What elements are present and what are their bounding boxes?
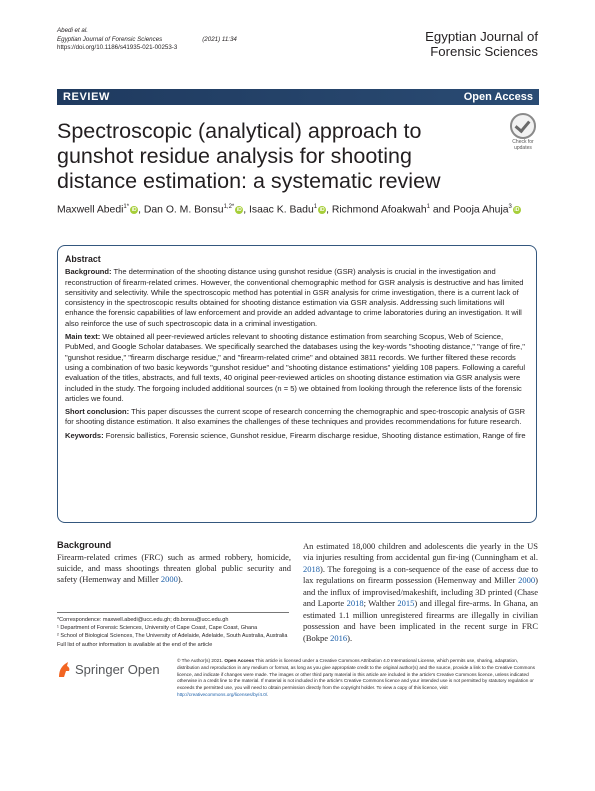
author-affiliation: 1,2*	[223, 204, 235, 210]
footnotes	[57, 616, 291, 649]
author-affiliation: 1	[313, 204, 318, 210]
author-name[interactable]: Maxwell Abedi	[57, 204, 124, 216]
author-separator: ,	[138, 204, 144, 216]
abstract-main-text	[65, 332, 529, 404]
license-oa-label: Open Access	[224, 658, 254, 663]
journal-name-line1: Egyptian Journal of	[425, 29, 538, 44]
abstract-background	[65, 267, 529, 329]
background-label: Background:	[65, 267, 112, 277]
open-access-label: Open Access	[463, 91, 533, 103]
publisher-name-open: Open	[127, 662, 160, 677]
body-right-column	[303, 541, 538, 644]
author-separator: ,	[326, 204, 332, 216]
article-title: Spectroscopic (analytical) approach to gunshot residue analysis for shooting distance estimation: a systematic review	[57, 119, 441, 193]
copyright-text: © The Author(s) 2021.	[177, 658, 224, 663]
orcid-icon[interactable]: iD	[236, 207, 242, 214]
author-separator: ,	[243, 204, 250, 216]
section-heading-background: Background	[57, 540, 112, 550]
correspondence-note: *Correspondence: maxwell.abedi@ucc.edu.gh; db.bonsu@ucc.edu.gh	[57, 617, 229, 623]
paragraph-text: ). The foregoing is a con-sequence of the ease of access due to lax regulations on firearm possession (Hemenway and Miller	[303, 563, 538, 586]
paragraph-text: An estimated 18,000 children and adolescents die yearly in the US via injuries resulting from accidental gun fir-ing (Cunningham et al.	[303, 541, 538, 563]
author-affiliation: 1*	[123, 204, 130, 210]
journal-name	[425, 29, 538, 59]
author-info-note: Full list of author information is available at the end of the article	[57, 641, 213, 648]
springer-horse-icon	[57, 661, 71, 679]
running-header	[57, 27, 237, 53]
short-conclusion-label: Short conclusion:	[65, 407, 130, 417]
abstract-heading: Abstract	[65, 254, 101, 264]
header-authors: Abedi et al.	[57, 27, 88, 34]
paragraph-text: ; Walther	[363, 598, 398, 609]
paragraph-text: ) and illegal fire-arms. In Ghana, an estimated 1.1 million unregistered firearms are illegally in civilian possession and have been implicated in the recent surge in FRC (Bokpe	[303, 598, 539, 643]
check-mark-icon	[510, 113, 536, 139]
citation-link[interactable]: 2018	[303, 563, 320, 574]
orcid-icon[interactable]: iD	[514, 207, 520, 214]
license-link[interactable]: http://creativecommons.org/licenses/by/4.0/	[177, 691, 268, 697]
main-text-label: Main text:	[65, 332, 101, 342]
paragraph-text: ) and the influx of improvised/makeshift, including 3D printed (Chase and Laporte	[303, 575, 538, 609]
main-text-body: We obtained all peer-reviewed articles relevant to shooting distance estimation from searching Scopus, Web of Science, PubMed, and Google Scholar databases. We specifically searched the databases using the key-words "shooting distance," "range of fire," "gunshot residue," "firearm discharge residue," and "firearm-related crime" and obtained 3811 records. We further filtered these records using a combination of two basic keywords "gunshot residue" and "shooting distance estimations" yielding 108 papers. Following a careful evaluation of the titles, abstracts, and full texts, 40 original peer-reviewed articles on shooting distance estimation via GSR analysis were included in the study. The forgoing included additional sources (n = 5) we obtained from looking through the reference lists of the forensic articles we found.	[65, 332, 526, 403]
citation-link[interactable]: 2015	[397, 598, 415, 609]
paragraph-text: ).	[177, 573, 183, 584]
body-left-column	[57, 540, 291, 585]
check-for-updates-button[interactable]	[508, 113, 538, 151]
background-paragraph	[57, 552, 291, 585]
check-updates-line1: Check for	[512, 139, 534, 145]
author-name[interactable]: Richmond Afoakwah	[331, 204, 427, 216]
background-text: The determination of the shooting distance using gunshot residue (GSR) analysis is crucial in the investigation and reconstruction of firearm-related crimes. However, the conventional chemographic method for GSR analysis is destructive and has limited sensitivity and selectivity. While the spectroscopic method has potential in GSR analysis for crime investigation, there is a current lack of consistency in the spectroscopic results obtained for shooting distance estimation via GSR analysis. Addressing such limitations will enhance the forensic capabilities of law enforcement and provide an added advantage to crime laboratories during an investigation. It will also reinforce the use of such spectroscopic data in a criminal investigation.	[65, 267, 524, 328]
author-affiliation: 3	[508, 204, 512, 210]
article-type-label: REVIEW	[63, 91, 110, 103]
affiliation-note: ² School of Biological Sciences, The University of Adelaide, Adelaide, South Australia, Australia	[57, 633, 288, 640]
author-name[interactable]: Dan O. M. Bonsu	[143, 204, 224, 216]
author-name[interactable]: Pooja Ahuja	[453, 204, 509, 216]
citation-link[interactable]: 2018	[346, 598, 364, 609]
citation-link[interactable]: 2000	[160, 573, 178, 584]
affiliation-note: ¹ Department of Forensic Sciences, University of Cape Coast, Cape Coast, Ghana	[57, 625, 258, 632]
author-affiliation: 1	[426, 204, 430, 210]
keywords-text: Forensic ballistics, Forensic science, Gunshot residue, Firearm discharge residue, Shooting distance estimation, Range of fire	[105, 430, 526, 440]
license-end: .	[267, 691, 269, 697]
short-conclusion-text: This paper discusses the current scope of research concerning the chemographic and spec-troscopic analysis of GSR for shooting distance estimation. It also examines the challenges of these techniques and provides recommendations for future research.	[65, 407, 526, 427]
license-text	[177, 658, 540, 699]
springer-open-logo[interactable]	[57, 658, 169, 686]
header-volume: (2021) 11:34	[202, 35, 237, 43]
footnote-divider	[57, 612, 289, 613]
abstract-keywords	[65, 431, 529, 441]
citation-link[interactable]: 2016	[330, 632, 348, 643]
journal-name-line2: Forensic Sciences	[430, 44, 538, 59]
author-separator: and	[429, 204, 454, 216]
abstract-box	[57, 245, 537, 523]
paragraph-text: ).	[347, 632, 353, 643]
author-list	[57, 204, 521, 215]
license-body: This article is licensed under a Creative Commons Attribution 4.0 International License, which permits use, sharing, adaptation, distribution and reproduction in any medium or format, as long as you give appropriate credit to the original author(s) and the source, provide a link to the Creative Commons licence, and indicate if changes were made. The images or other third party material in this article are included in the article's Creative Commons licence, unless indicated otherwise in a credit line to the material. If material is not included in the article's Creative Commons licence and your intended use is not permitted by statutory regulation or exceeds the permitted use, you will need to obtain permission directly from the copyright holder. To view a copy of this licence, visit	[177, 658, 536, 691]
header-journal: Egyptian Journal of Forensic Sciences	[57, 35, 163, 43]
header-doi-link[interactable]: https://doi.org/10.1186/s41935-021-00253-3	[57, 44, 178, 52]
citation-link[interactable]: 2000	[518, 575, 536, 586]
keywords-label: Keywords:	[65, 430, 104, 440]
abstract-short-conclusion	[65, 407, 529, 428]
paragraph-text: Firearm-related crimes (FRC) such as armed robbery, homicide, suicide, and mass shootings threaten global public security and safety (Hemenway and Miller	[57, 551, 291, 584]
publisher-name: Springer	[75, 662, 125, 677]
check-updates-line2: updates	[514, 144, 532, 151]
author-name[interactable]: Isaac K. Badu	[249, 204, 314, 216]
orcid-icon[interactable]: iD	[319, 207, 325, 214]
article-type-banner	[57, 89, 539, 105]
orcid-icon[interactable]: iD	[131, 207, 137, 214]
